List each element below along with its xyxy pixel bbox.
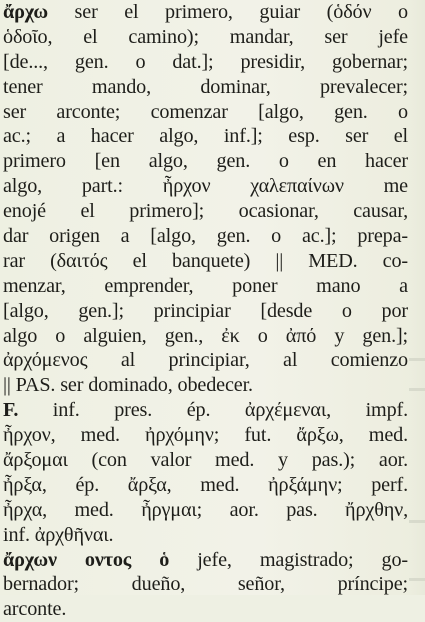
bleed-through-mark [409,520,425,523]
forms-label: F. [3,399,19,422]
forms-line: inf. ἀρχθῆναι. [3,523,114,546]
entry-line: algo o alguien, gen., ἐκ o ἀπό y gen.]; [3,324,408,347]
dictionary-column [3,0,408,622]
entry-line: tener mando, dominar, prevalecer; [3,75,408,98]
entry-line: [algo, gen.]; principiar [desde o por [3,299,408,322]
entry-line: bernador; dueño, señor, príncipe; [3,573,408,596]
entry-line: algo, part.: ἦρχον χαλεπαίνων me [3,175,408,198]
bleed-through-mark [409,578,425,581]
forms-line [3,398,408,423]
forms-line: ἦρξα, ép. ἄρξα, med. ἠρξάμην; perf. [3,473,408,496]
entry-line: primero [en algo, gen. o en hacer [3,150,408,173]
forms-line: ἦρχα, med. ἦργμαι; aor. pas. ἤρχθην, [3,498,408,521]
bleed-through-mark [409,388,425,391]
entry-line: [de..., gen. o dat.]; presidir, gobernar; [3,50,408,73]
entry-line: rar (δαιτός el banquete) || MED. co- [3,249,408,272]
entry-line: arconte. [3,598,67,621]
entry-line: ἀρχόμενος al principiar, al comienzo [3,349,408,372]
entry-archon [3,548,408,622]
headword: ἄρχω [3,1,48,23]
entry-line: ser arconte; comenzar [algo, gen. o [3,100,408,123]
entry-line: dar origen a [algo, gen. o ac.]; prepa- [3,225,408,248]
entry-text: ser el primero, guiar (ὁδόν o [47,1,408,23]
entry-line: ὁδοῖο, el camino); mandar, ser jefe [3,25,408,48]
entry-archo [3,0,408,548]
entry-line: enojé el primero]; ocasionar, causar, [3,200,408,223]
forms-text: inf. pres. ép. ἀρχέμεναι, impf. [18,399,408,422]
entry-line: ac.; a hacer algo, inf.]; esp. ser el [3,125,408,148]
headword: ἄρχων οντος ὁ [3,548,170,571]
entry-line [3,548,408,573]
forms-line: ἄρξομαι (con valor med. y pas.); aor. [3,449,408,472]
bleed-through-mark [409,358,425,361]
entry-text: jefe, magistrado; go- [169,548,408,571]
forms-line: ἦρχον, med. ἠρχόμην; fut. ἄρξω, med. [3,424,408,447]
entry-line: menzar, emprender, poner mano a [3,274,408,297]
entry-line [3,0,408,25]
page-edge-shadow [411,0,425,595]
entry-line: || PAS. ser dominado, obedecer. [3,374,253,397]
